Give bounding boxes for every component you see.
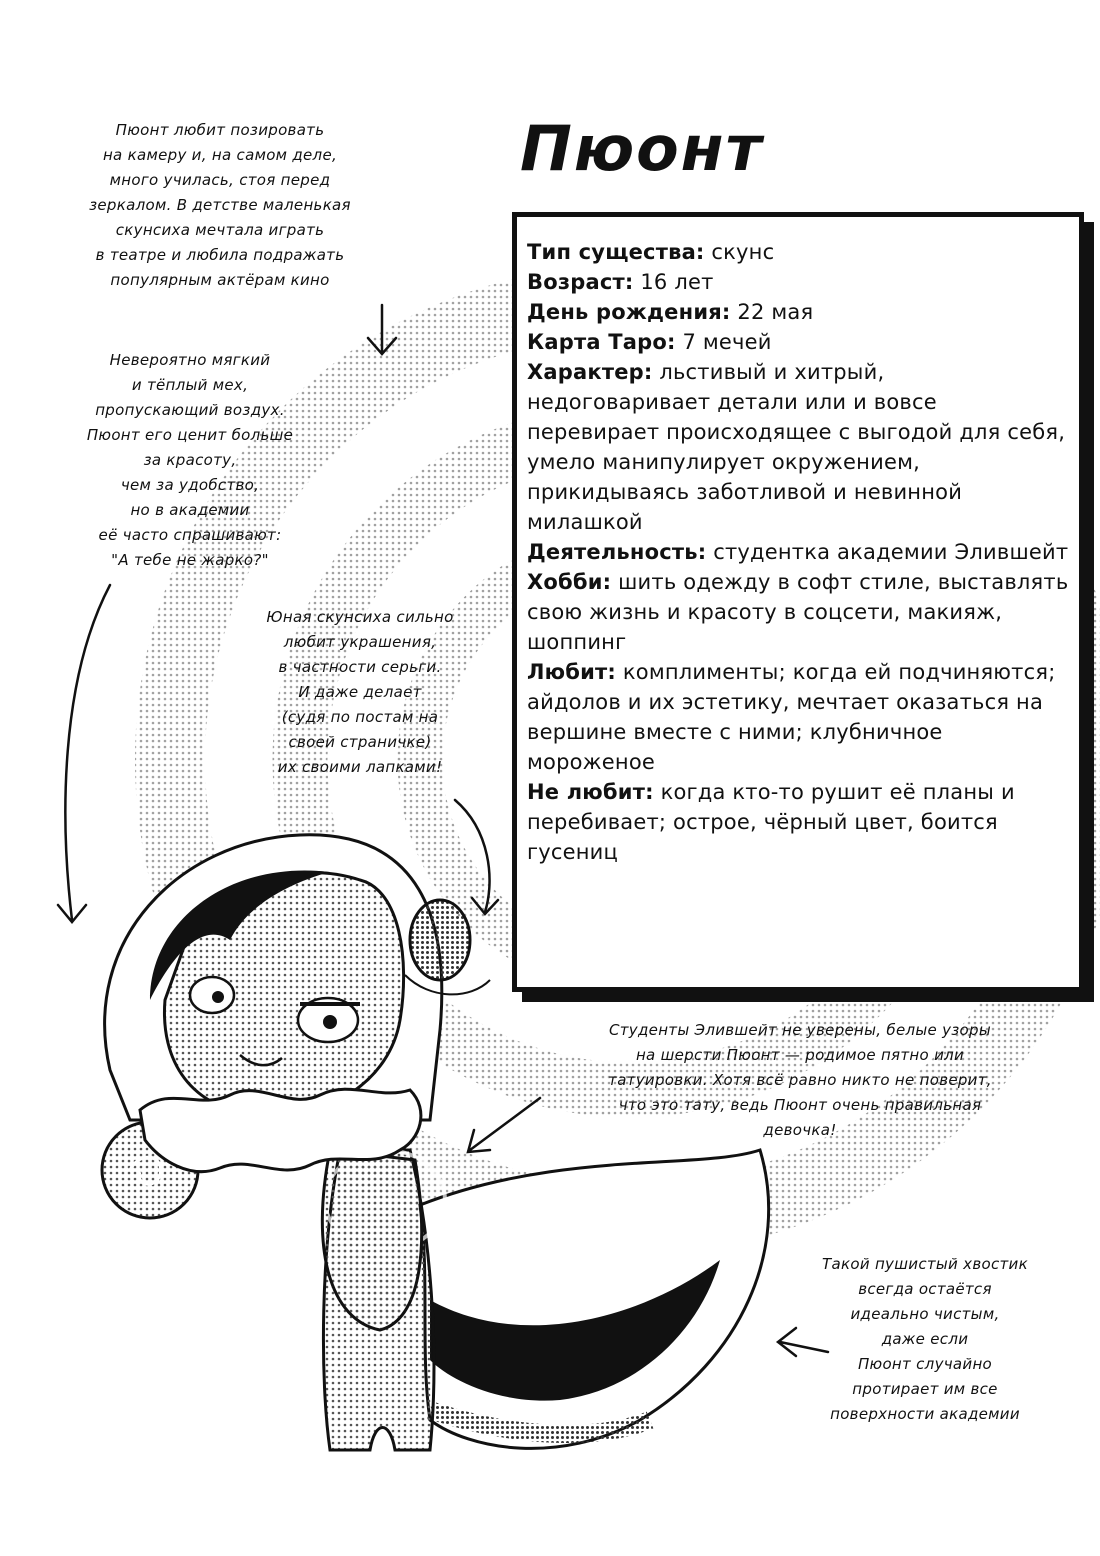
profile-row-hobby: [527, 567, 1069, 657]
profile-row-tarot: [527, 327, 1069, 357]
profile-value: 22 мая: [730, 300, 814, 324]
note-earrings: Юная скунсиха сильно любит украшения, в частности серьги. И даже делает (судя по постам на своей страничке) их своими лапками!: [266, 608, 454, 776]
arrow-curve-left-icon: [58, 585, 110, 922]
profile-value: 7 мечей: [675, 330, 772, 354]
profile-label: Любит:: [527, 660, 617, 684]
profile-label: Хобби:: [527, 570, 612, 594]
character-body: [102, 1122, 445, 1450]
profile-label: День рождения:: [527, 300, 731, 324]
note-tail: Такой пушистый хвостик всегда остаётся идеально чистым, даже если Пюонт случайно протирает им все поверхности академии: [822, 1255, 1028, 1423]
profile-row-age: [527, 267, 1069, 297]
profile-row-likes: [527, 657, 1069, 777]
profile-value: скунс: [704, 240, 775, 264]
profile-row-species: [527, 237, 1069, 267]
note-patterns: Студенты Элившейт не уверены, белые узоры на шерсти Пюонт — родимое пятно или татуировки. Хотя всё равно никто не поверит, что это тату, ведь Пюонт очень правильная девочка!: [608, 1021, 992, 1139]
profile-row-dislikes: [527, 777, 1069, 867]
note-fur: Невероятно мягкий и тёплый мех, пропускающий воздух. Пюонт его ценит больше за красоту, чем за удобство, но в академии её часто спрашивают: "А тебе не жарко?": [86, 351, 294, 569]
profile-value: когда кто-то рушит её планы и перебивает; острое, чёрный цвет, боится гусениц: [527, 780, 1015, 864]
profile-label: Возраст:: [527, 270, 634, 294]
profile-label: Характер:: [527, 360, 653, 384]
profile-value: студентка академии Элившейт: [706, 540, 1069, 564]
profile-label: Не любит:: [527, 780, 654, 804]
profile-value: шить одежду в софт стиле, выставлять свою жизнь и красоту в соцсети, макияж, шоппинг: [527, 570, 1069, 654]
profile-label: Деятельность:: [527, 540, 707, 564]
profile-row-birthday: [527, 297, 1069, 327]
profile-value: 16 лет: [633, 270, 714, 294]
profile-label: Карта Таро:: [527, 330, 676, 354]
skunk-tail: [420, 1150, 769, 1448]
profile-row-character: [527, 357, 1069, 537]
profile-row-activity: [527, 537, 1069, 567]
profile-label: Тип существа:: [527, 240, 705, 264]
page-title: Пюонт: [520, 112, 764, 185]
profile-value: комплименты; когда ей подчиняются; айдолов и их эстетику, мечтает оказаться на вершине вместе с ними; клубничное мороженое: [527, 660, 1056, 774]
profile-value: льстивый и хитрый, недоговаривает детали или и вовсе перевирает происходящее с выгодой для себя, умело манипулирует окружением, прикидываясь заботливой и невинной милашкой: [527, 360, 1066, 534]
profile-card: [512, 212, 1084, 992]
note-posing: Пюонт любит позировать на камеру и, на самом деле, много училась, стоя перед зеркалом. В детстве маленькая скунсиха мечтала играть в театре и любила подражать популярным актёрам кино: [89, 121, 351, 289]
